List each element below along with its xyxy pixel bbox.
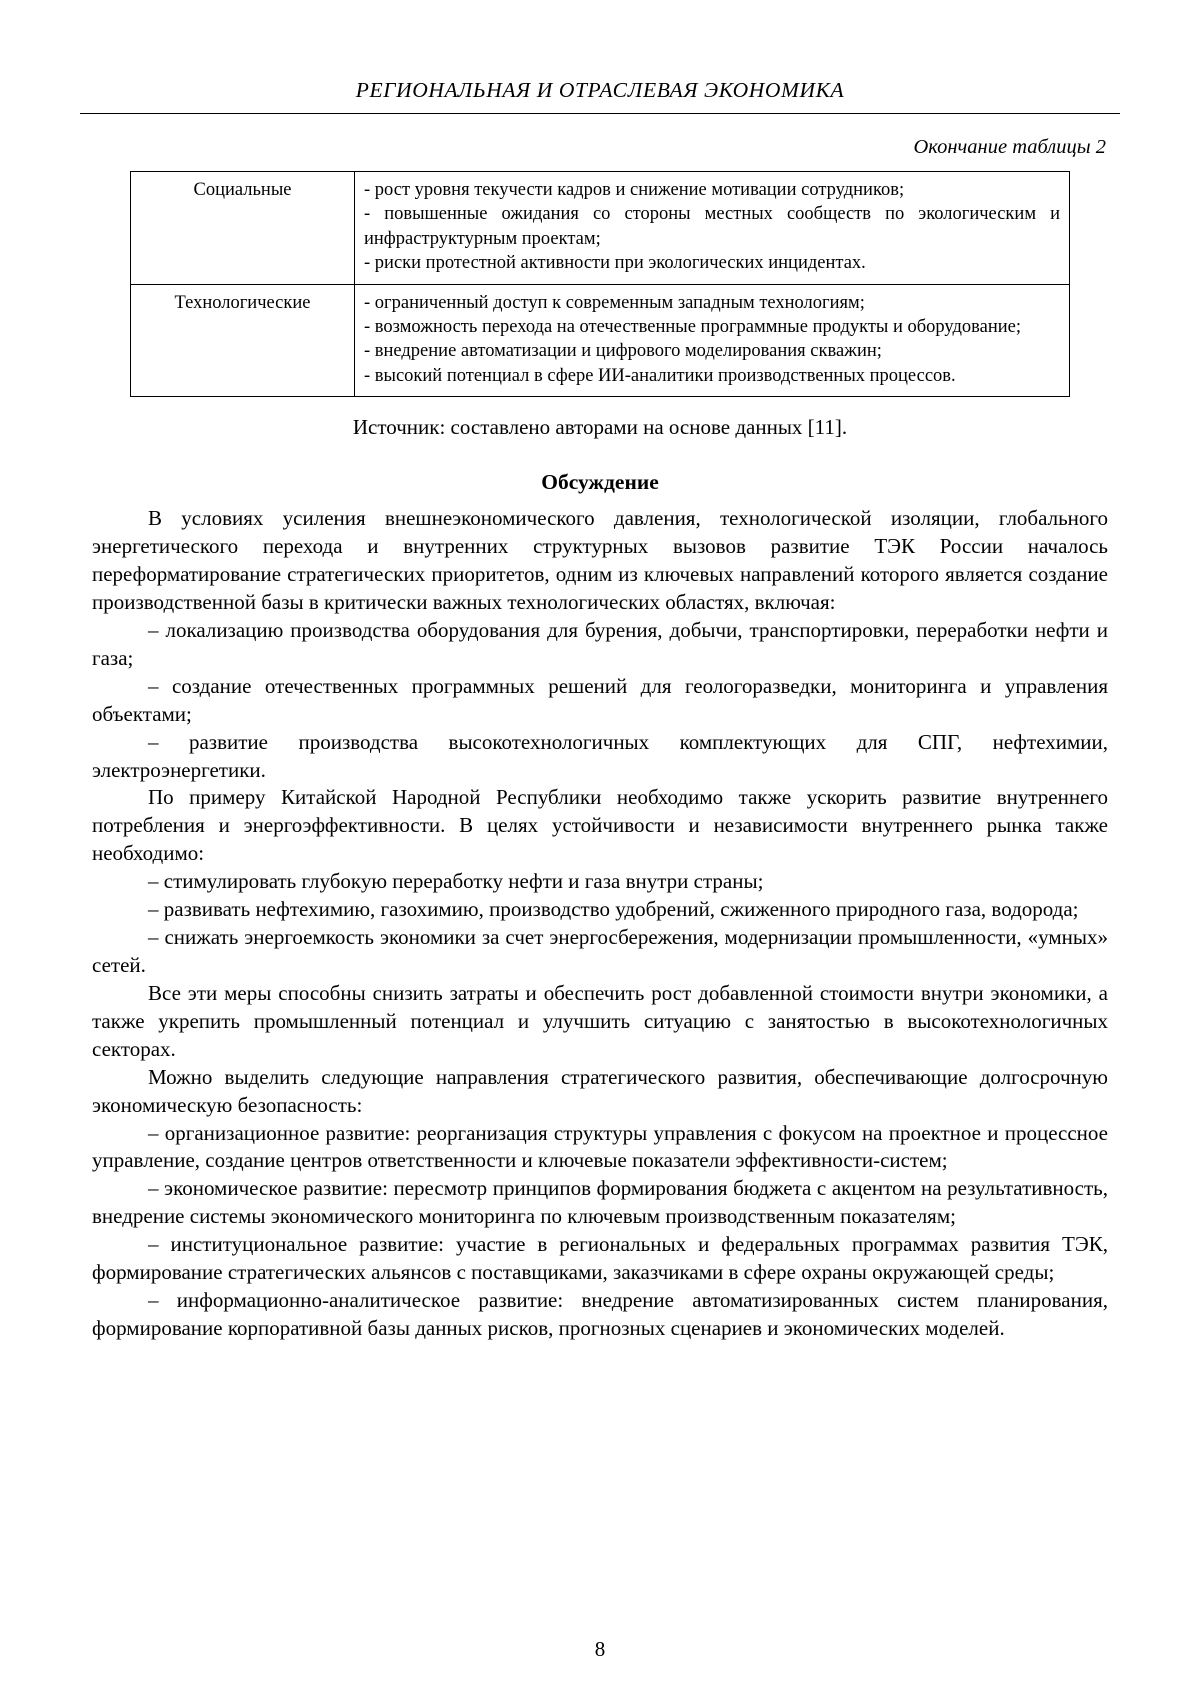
table-cell-category: Технологические: [131, 284, 355, 397]
header-divider: [80, 113, 1120, 114]
paragraph: Можно выделить следующие направления стратегического развития, обеспечивающие долгосрочную экономическую безопасность:: [92, 1064, 1108, 1117]
paragraph: – развитие производства высокотехнологичных комплектующих для СПГ, нефтехимии, электроэнергетики.: [92, 729, 1108, 782]
table-row: [131, 284, 1070, 397]
list-item: - возможность перехода на отечественные программные продукты и оборудование;: [364, 315, 1060, 339]
paragraph: – стимулировать глубокую переработку нефти и газа внутри страны;: [148, 869, 764, 894]
table-caption: Окончание таблицы 2: [913, 136, 1106, 158]
list-item: - внедрение автоматизации и цифрового моделирования скважин;: [364, 339, 1060, 363]
paragraph: В условиях усиления внешнеэкономического давления, технологической изоляции, глобального энергетического перехода и внутренних структурных вызовов развитие ТЭК России началось переформатирование стратегических приоритетов, одним из ключевых направлений которого является создание производственной базы в критически важных технологических областях, включая:: [92, 506, 1108, 615]
list-item: - рост уровня текучести кадров и снижение мотивации сотрудников;: [364, 178, 1060, 202]
table-cell-category: Социальные: [131, 172, 355, 285]
paragraph: – институциональное развитие: участие в региональных и федеральных программах развития ТЭК, формирование стратегических альянсов с поставщиками, заказчиками в сфере охраны окружающей среды;: [92, 1232, 1108, 1285]
table-source-note: Источник: составлено авторами на основе данных [11].: [352, 415, 848, 440]
risk-table: [130, 171, 1070, 397]
section-heading-discussion: Обсуждение: [541, 470, 659, 495]
table-cell-items: [355, 284, 1070, 397]
paragraph: – организационное развитие: реорганизация структуры управления с фокусом на проектное и процессное управление, создание центров ответственности и ключевые показатели эффективности-систем;: [92, 1120, 1108, 1173]
table-cell-items: [355, 172, 1070, 285]
paragraph: – развивать нефтехимию, газохимию, производство удобрений, сжиженного природного газа, водорода;: [148, 897, 1079, 922]
list-item: - риски протестной активности при экологических инцидентах.: [364, 251, 1060, 275]
page-number: 8: [594, 1637, 606, 1661]
table-row: [131, 172, 1070, 285]
paragraph: По примеру Китайской Народной Республики необходимо также ускорить развитие внутреннего потребления и энергоэффективности. В целях устойчивости и независимости внутреннего рынка также необходимо:: [92, 785, 1108, 866]
running-header: РЕГИОНАЛЬНАЯ И ОТРАСЛЕВАЯ ЭКОНОМИКА: [355, 78, 845, 102]
paragraph: – создание отечественных программных решений для геологоразведки, мониторинга и управления объектами;: [92, 673, 1108, 726]
paragraph: – экономическое развитие: пересмотр принципов формирования бюджета с акцентом на результативность, внедрение системы экономического мониторинга по ключевым производственным показателям;: [92, 1176, 1108, 1229]
list-item: - высокий потенциал в сфере ИИ-аналитики производственных процессов.: [364, 364, 1060, 388]
paragraph: – снижать энергоемкость экономики за счет энергосбережения, модернизации промышленности, «умных» сетей.: [92, 925, 1108, 977]
paragraph: Все эти меры способны снизить затраты и обеспечить рост добавленной стоимости внутри экономики, а также укрепить промышленный потенциал и улучшить ситуацию с занятостью в высокотехнологичных секторах.: [92, 980, 1108, 1061]
paragraph: – локализацию производства оборудования для бурения, добычи, транспортировки, переработки нефти и газа;: [92, 617, 1108, 670]
list-item: - ограниченный доступ к современным западным технологиям;: [364, 291, 1060, 315]
list-item: - повышенные ожидания со стороны местных сообществ по экологическим и инфраструктурным проектам;: [364, 202, 1060, 251]
paragraph: – информационно-аналитическое развитие: внедрение автоматизированных систем планирования, формирование корпоративной базы данных рисков, прогнозных сценариев и экономических моделей.: [92, 1288, 1108, 1340]
